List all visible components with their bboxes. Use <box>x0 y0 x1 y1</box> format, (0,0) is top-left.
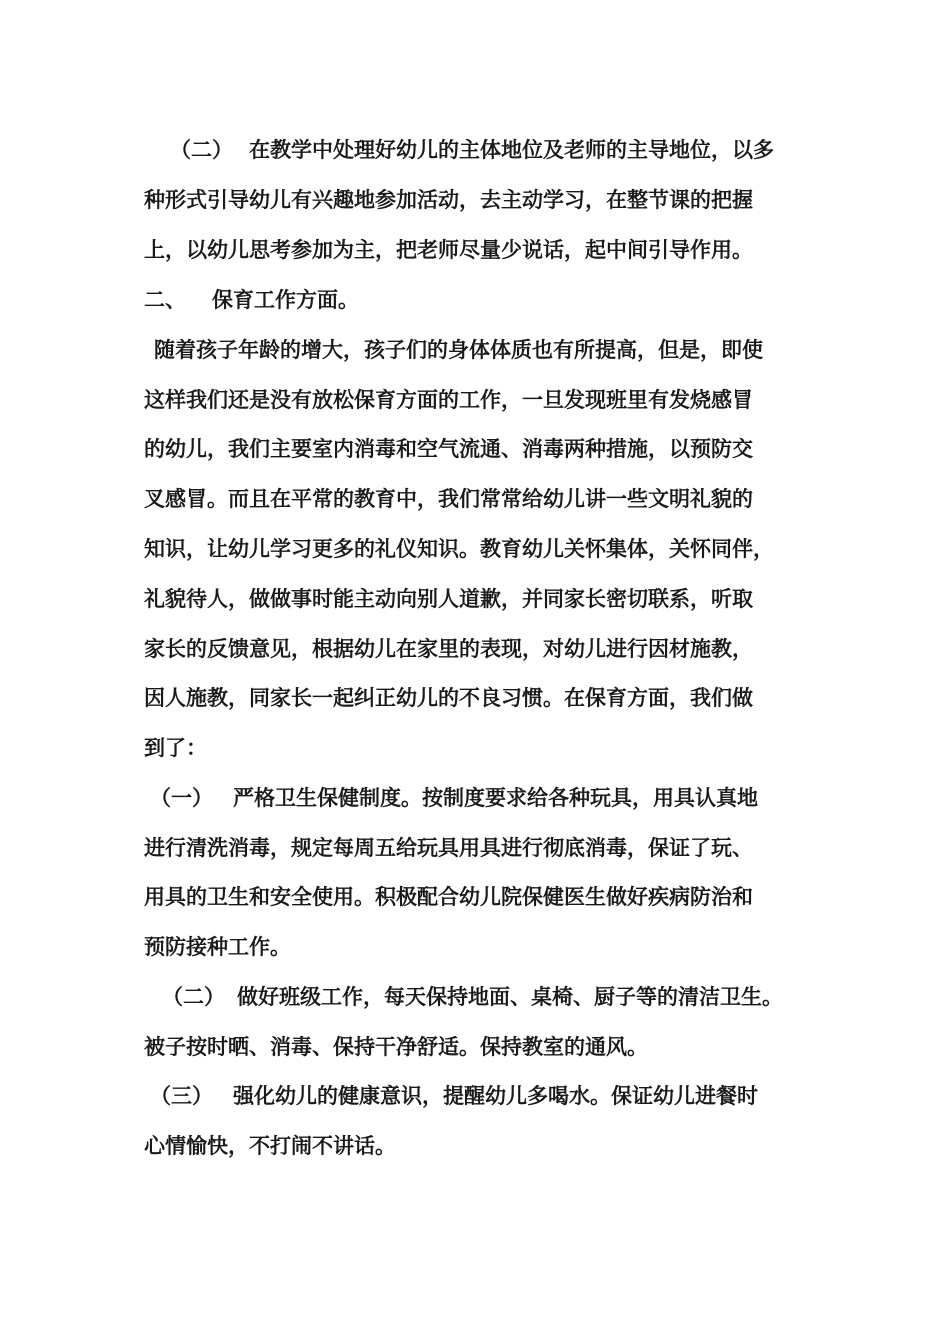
line-text: 因人施教，同家长一起纠正幼儿的不良习惯。在保育方面，我们做 <box>144 686 753 710</box>
line-text: 这样我们还是没有放松保育方面的工作，一旦发现班里有发烧感冒 <box>144 388 753 412</box>
text-line <box>144 1032 648 1062</box>
line-text: 种形式引导幼儿有兴趣地参加活动，去主动学习，在整节课的把握 <box>144 188 753 212</box>
line-text: 用具的卫生和安全使用。积极配合幼儿院保健医生做好疾病防治和 <box>144 885 753 909</box>
section-label: （一） <box>150 786 213 810</box>
text-line <box>154 335 763 365</box>
line-text: 严格卫生保健制度。按制度要求给各种玩具，用具认真地 <box>233 786 758 810</box>
text-line <box>144 932 291 962</box>
line-text: 保育工作方面。 <box>212 288 359 312</box>
section-label: （二） <box>170 138 233 162</box>
line-text: 家长的反馈意见，根据幼儿在家里的表现，对幼儿进行因材施教， <box>144 637 753 661</box>
text-line <box>144 534 774 564</box>
line-text: 随着孩子年龄的增大，孩子们的身体体质也有所提高，但是，即使 <box>154 338 763 362</box>
text-line <box>144 385 753 415</box>
line-text: 被子按时晒、消毒、保持干净舒适。保持教室的通风。 <box>144 1035 648 1059</box>
text-line <box>144 833 753 863</box>
text-line <box>144 683 753 713</box>
section-label: 二、 <box>144 288 186 312</box>
line-text: 礼貌待人，做做事时能主动向别人道歉，并同家长密切联系，听取 <box>144 587 753 611</box>
section-label: （三） <box>150 1084 213 1108</box>
text-line <box>144 185 753 215</box>
text-line <box>170 135 774 165</box>
line-text: 进行清洗消毒，规定每周五给玩具用具进行彻底消毒，保证了玩、 <box>144 836 753 860</box>
line-text: 在教学中处理好幼儿的主体地位及老师的主导地位，以多 <box>249 138 774 162</box>
text-line <box>144 882 753 912</box>
line-text: 叉感冒。而且在平常的教育中，我们常常给幼儿讲一些文明礼貌的 <box>144 487 753 511</box>
text-line <box>144 434 753 464</box>
text-line <box>144 235 753 265</box>
text-line <box>144 1131 396 1161</box>
text-line <box>144 733 207 763</box>
line-text: 知识，让幼儿学习更多的礼仪知识。教育幼儿关怀集体，关怀同伴， <box>144 537 774 561</box>
line-text: 到了： <box>144 736 207 760</box>
text-line <box>144 484 753 514</box>
section-heading <box>144 285 359 315</box>
line-text: 预防接种工作。 <box>144 935 291 959</box>
line-text: 强化幼儿的健康意识，提醒幼儿多喝水。保证幼儿进餐时 <box>233 1084 758 1108</box>
text-line <box>162 982 783 1012</box>
line-text: 做好班级工作，每天保持地面、桌椅、厨子等的清洁卫生。 <box>237 985 783 1009</box>
text-line <box>144 584 753 614</box>
text-line <box>150 1081 758 1111</box>
text-line <box>144 634 753 664</box>
section-label: （二） <box>162 985 225 1009</box>
text-line <box>150 783 758 813</box>
line-text: 心情愉快，不打闹不讲话。 <box>144 1134 396 1158</box>
line-text: 的幼儿，我们主要室内消毒和空气流通、消毒两种措施，以预防交 <box>144 437 753 461</box>
line-text: 上，以幼儿思考参加为主，把老师尽量少说话，起中间引导作用。 <box>144 238 753 262</box>
